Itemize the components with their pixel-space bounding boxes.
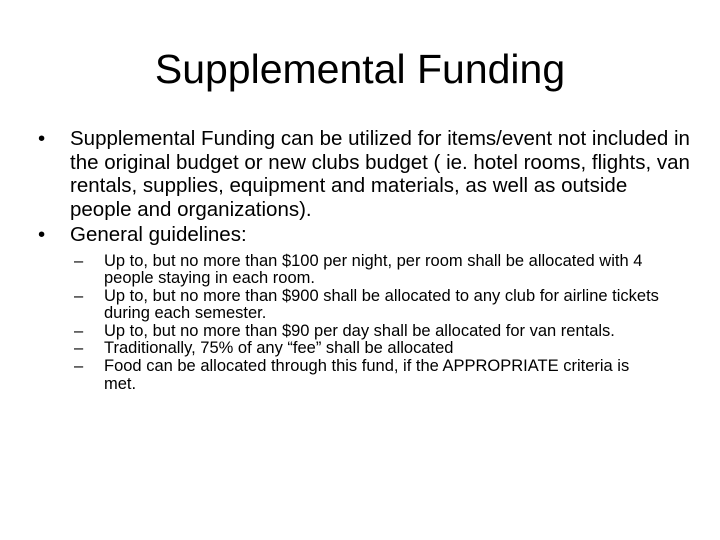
sub-bullet-list bbox=[38, 253, 690, 394]
bullet-text: General guidelines: bbox=[70, 223, 247, 246]
sub-bullet-text: Up to, but no more than $100 per night, per room shall be allocated with 4 people staying in each room. bbox=[104, 251, 643, 288]
sub-bullet-item bbox=[64, 340, 664, 358]
bullet-text: Supplemental Funding can be utilized for items/event not included in the original budget or new clubs budget ( ie. hotel rooms, flights, van rentals, supplies, equipment and materials, as well as outside people and organizations). bbox=[70, 127, 690, 221]
bullet-marker: • bbox=[38, 127, 46, 150]
sub-bullet-item bbox=[64, 253, 664, 288]
sub-bullet-item bbox=[64, 323, 664, 341]
sub-bullet-text: Up to, but no more than $900 shall be allocated to any club for airline tickets during each semester. bbox=[104, 286, 659, 323]
sub-bullet-text: Traditionally, 75% of any “fee” shall be allocated bbox=[104, 339, 454, 358]
sub-bullet-item bbox=[64, 358, 664, 393]
bullet-list bbox=[38, 127, 690, 395]
sub-bullet-text: Food can be allocated through this fund, if the APPROPRIATE criteria is met. bbox=[104, 357, 630, 393]
bullet-marker: • bbox=[38, 223, 46, 246]
dash-marker: – bbox=[74, 286, 84, 305]
dash-marker: – bbox=[74, 357, 84, 376]
sub-bullet-text: Up to, but no more than $90 per day shall be allocated for van rentals. bbox=[104, 321, 615, 340]
dash-marker: – bbox=[74, 251, 84, 270]
slide-title: Supplemental Funding bbox=[154, 46, 566, 92]
dash-marker: – bbox=[74, 339, 84, 358]
dash-marker: – bbox=[74, 321, 84, 340]
sub-bullet-item bbox=[64, 288, 664, 323]
bullet-item bbox=[38, 223, 690, 393]
bullet-item bbox=[38, 127, 690, 221]
